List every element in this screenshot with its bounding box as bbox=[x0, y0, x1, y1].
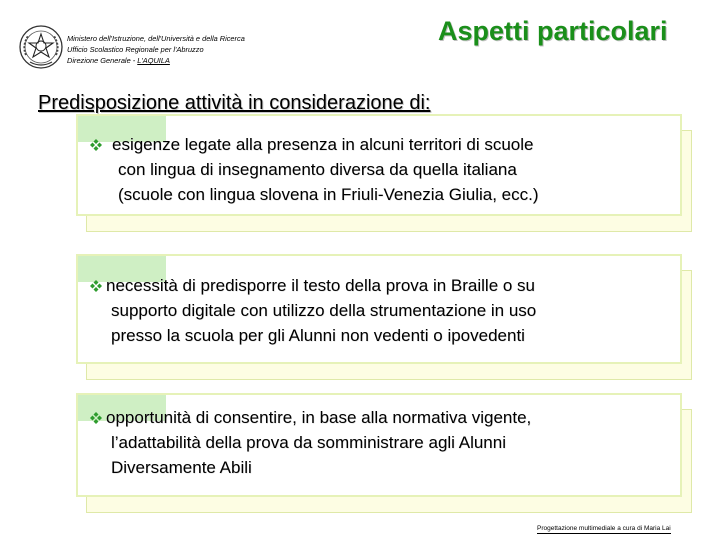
bullet-line bbox=[90, 405, 531, 430]
four-diamond-bullet-icon bbox=[90, 139, 102, 151]
bullet-item-3 bbox=[90, 405, 531, 480]
four-diamond-bullet-icon bbox=[90, 412, 102, 424]
section-subheading: Predisposizione attività in considerazione di: bbox=[38, 92, 431, 114]
footer-credit: Progettazione multimediale a cura di Maria Lai bbox=[537, 525, 671, 532]
slide-title: Aspetti particolari bbox=[438, 16, 668, 46]
bullet-line: (scuole con lingua slovena in Friuli-Venezia Giulia, ecc.) bbox=[118, 185, 539, 204]
general-directorate bbox=[67, 55, 245, 66]
bullet-line-text: opportunità di consentire, in base alla normativa vigente, bbox=[106, 408, 532, 427]
bullet-line bbox=[90, 132, 538, 157]
bullet-line: supporto digitale con utilizzo della strumentazione in uso bbox=[111, 301, 537, 320]
bullet-item-2 bbox=[90, 273, 536, 348]
bullet-line-text: necessità di predisporre il testo della prova in Braille o su bbox=[106, 276, 536, 295]
bullet-line-text: esigenze legate alla presenza in alcuni territori di scuole bbox=[112, 135, 534, 154]
bullet-line bbox=[90, 273, 536, 298]
bullet-line: presso la scuola per gli Alunni non vedenti o ipovedenti bbox=[111, 326, 525, 345]
ministry-name: Ministero dell'Istruzione, dell'Università e della Ricerca bbox=[67, 34, 245, 43]
bullet-line: Diversamente Abili bbox=[111, 458, 252, 477]
regional-office: Ufficio Scolastico Regionale per l'Abruzzo bbox=[67, 45, 204, 54]
bullet-line: l’adattabilità della prova da somministrare agli Alunni bbox=[111, 433, 506, 452]
italian-republic-emblem-icon bbox=[18, 24, 64, 70]
directorate-city: L'AQUILA bbox=[137, 56, 170, 65]
directorate-prefix: Direzione Generale - bbox=[67, 56, 138, 65]
four-diamond-bullet-icon bbox=[90, 280, 102, 292]
bullet-line: con lingua di insegnamento diversa da quella italiana bbox=[118, 160, 517, 179]
bullet-item-1 bbox=[90, 132, 538, 207]
ministry-header bbox=[67, 33, 245, 66]
